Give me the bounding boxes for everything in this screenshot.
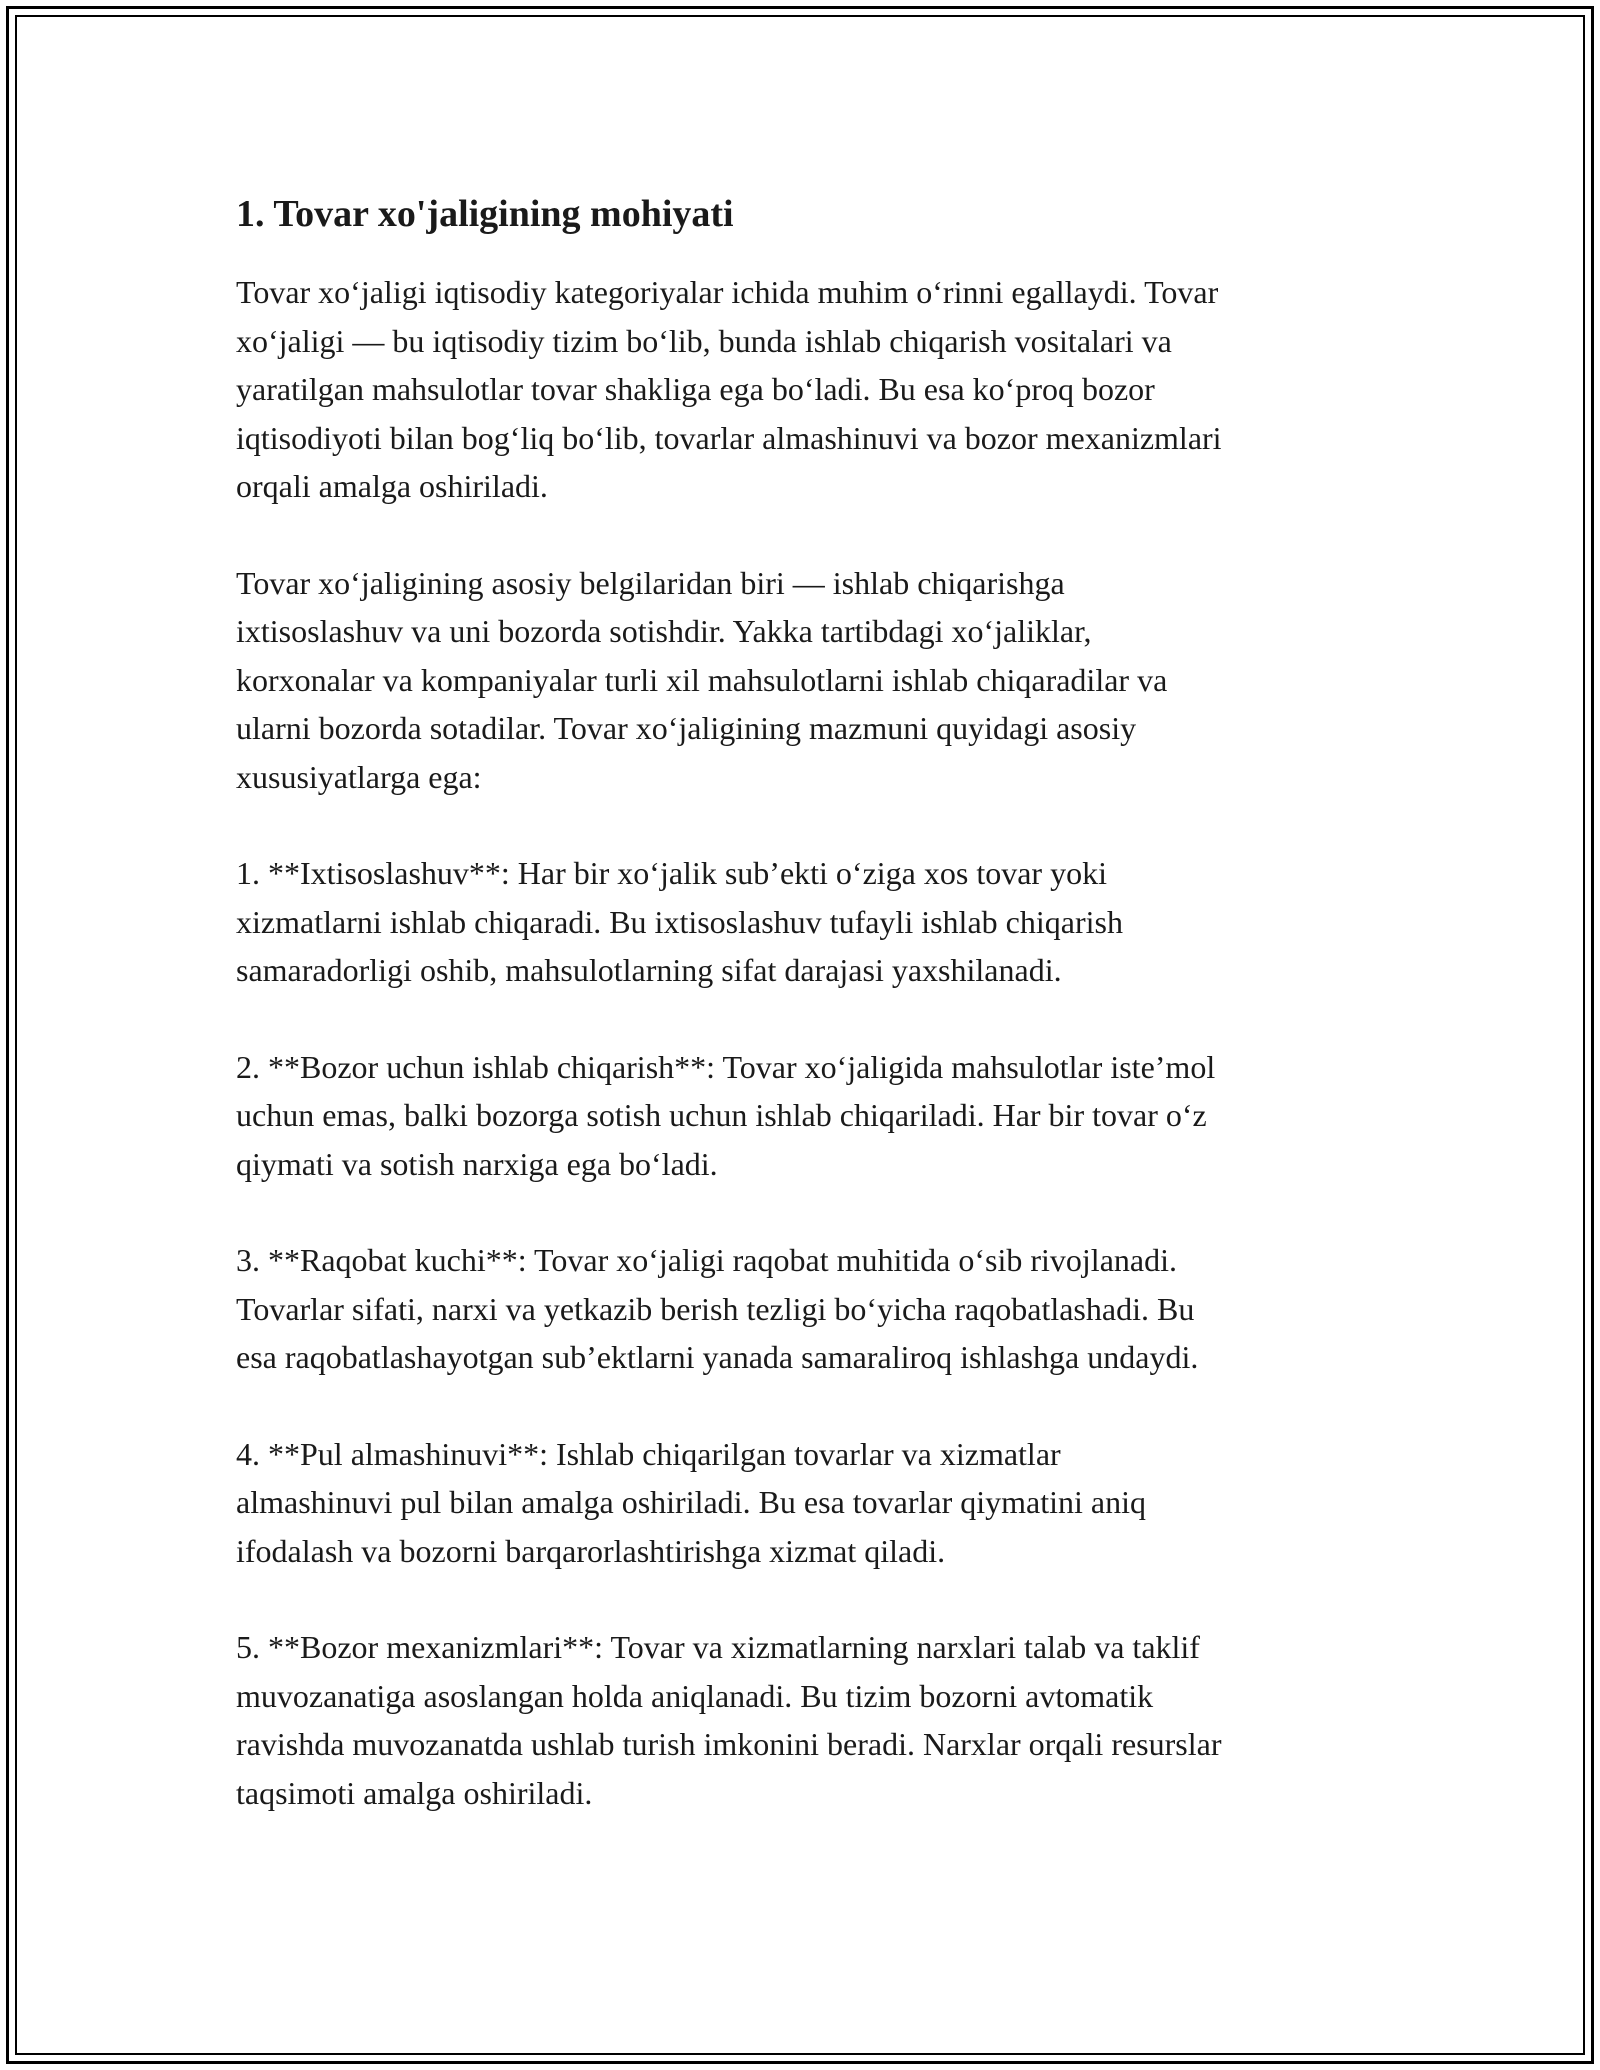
list-item-market-production: 2. **Bozor uchun ishlab chiqarish**: Tovar xo‘jaligida mahsulotlar iste’mol uchun emas, balki bozorga sotish uchun ishlab chiqariladi. Har bir tovar o‘z qiymati va sotish narxiga ega bo‘ladi. xyxy=(236,1048,1216,1182)
paragraph-features: Tovar xo‘jaligining asosiy belgilaridan biri — ishlab chiqarishga ixtisoslashuv va uni bozorda sotishdir. Yakka tartibdagi xo‘jaliklar, korxonalar va kompaniyalar turli xil mahsulotlarni ishlab chiqaradilar va ularni bozorda sotadilar. Tovar xo‘jaligining mazmuni quyidagi asosiy xususiyatlarga ega: xyxy=(236,564,1168,795)
document-body xyxy=(236,190,1416,1865)
list-item-money-exchange: 4. **Pul almashinuvi**: Ishlab chiqarilgan tovarlar va xizmatlar almashinuvi pul bilan amalga oshiriladi. Bu esa tovarlar qiymatini aniq ifodalash va bozorni barqarorlashtirishga xizmat qiladi. xyxy=(236,1435,1147,1569)
paragraph-intro: Tovar xo‘jaligi iqtisodiy kategoriyalar ichida muhim o‘rinni egallaydi. Tovar xo‘jaligi — bu iqtisodiy tizim bo‘lib, bunda ishlab chiqarish vositalari va yaratilgan mahsulotlar tovar shakliga ega bo‘ladi. Bu esa ko‘proq bozor iqtisodiyoti bilan bog‘liq bo‘lib, tovarlar almashinuvi va bozor mexanizmlari orqali amalga oshiriladi. xyxy=(236,274,1222,504)
list-item-market-mechanisms: 5. **Bozor mexanizmlari**: Tovar va xizmatlarning narxlari talab va taklif muvozanatiga asoslangan holda aniqlanadi. Bu tizim bozorni avtomatik ravishda muvozanatda ushlab turish imkonini beradi. Narxlar orqali resurslar taqsimoti amalga oshiriladi. xyxy=(236,1629,1222,1811)
section-heading: 1. Tovar xo'jaligining mohiyati xyxy=(236,193,734,235)
list-item-competition: 3. **Raqobat kuchi**: Tovar xo‘jaligi raqobat muhitida o‘sib rivojlanadi. Tovarlar sifati, narxi va yetkazib berish tezligi bo‘yicha raqobatlashadi. Bu esa raqobatlashayotgan sub’ektlarni yanada samaraliroq ishlashga undaydi. xyxy=(236,1242,1199,1375)
list-item-specialization: 1. **Ixtisoslashuv**: Har bir xo‘jalik sub’ekti o‘ziga xos tovar yoki xizmatlarni ishlab chiqaradi. Bu ixtisoslashuv tufayli ishlab chiqarish samaradorligi oshib, mahsulotlarning sifat darajasi yaxshilanadi. xyxy=(236,855,1123,988)
